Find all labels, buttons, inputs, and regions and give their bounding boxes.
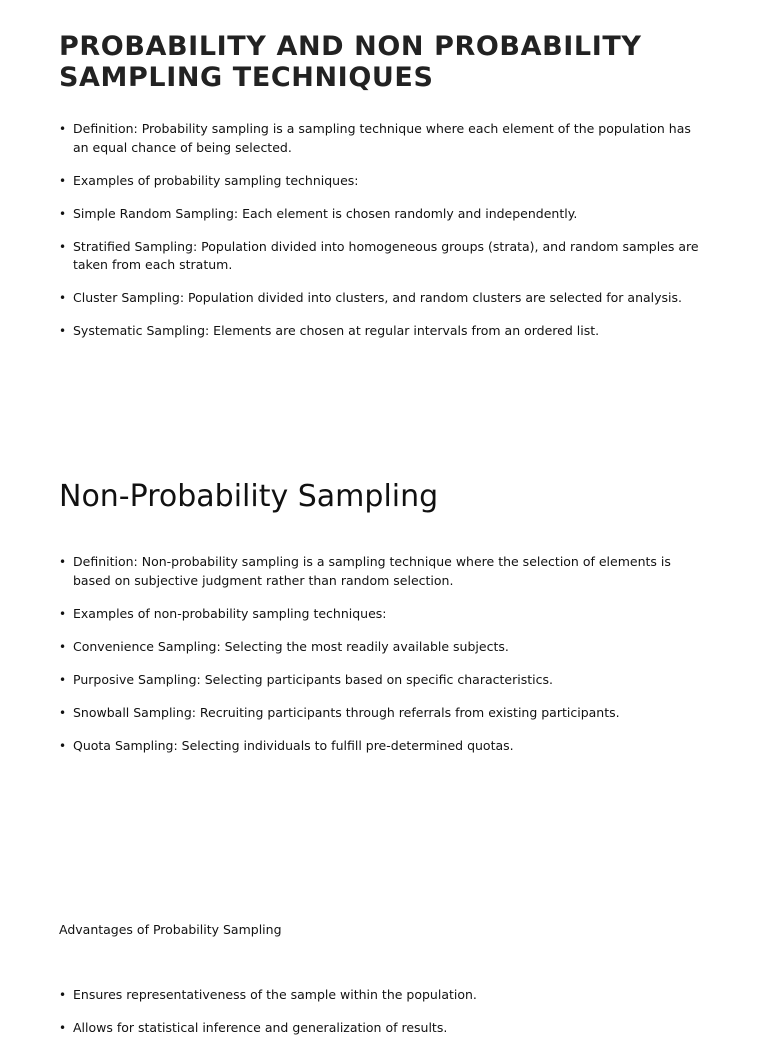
bullet-icon: • [59, 705, 67, 720]
bullet-icon: • [59, 639, 67, 654]
bullet-icon: • [59, 738, 67, 753]
list-item-text: Simple Random Sampling: Each element is chosen randomly and independently. [73, 205, 578, 221]
list-item-text: Snowball Sampling: Recruiting participants through referrals from existing participants. [73, 704, 620, 720]
list-item-text: Stratified Sampling: Population divided into homogeneous groups (strata), and random samples are taken from each stratum. [73, 238, 699, 272]
list-item [59, 737, 709, 756]
list-item-text: Examples of probability sampling techniques: [73, 172, 359, 188]
list-item [59, 605, 709, 624]
list-item [59, 205, 709, 224]
bullet-icon: • [59, 206, 67, 221]
list-item [59, 671, 709, 690]
list-item [59, 172, 709, 191]
list-item [59, 986, 709, 1005]
list-item-text: Systematic Sampling: Elements are chosen at regular intervals from an ordered list. [73, 323, 600, 338]
section-heading-advantages: Advantages of Probability Sampling [59, 922, 282, 937]
bullet-icon: • [59, 173, 67, 188]
list-item-text: Purposive Sampling: Selecting participants based on specific characteristics. [73, 671, 553, 687]
bullet-icon: • [59, 122, 67, 136]
list-item [59, 638, 709, 657]
bullet-icon: • [59, 672, 67, 687]
list-item-text: Definition: Non-probability sampling is a sampling technique where the selection of elements is based on subjective judgment rather than random selection. [73, 554, 671, 588]
list-item-text: Allows for statistical inference and generalization of results. [73, 1020, 448, 1035]
list-item [59, 553, 709, 590]
page-title: PROBABILITY AND NON PROBABILITY SAMPLING TECHNIQUES [59, 31, 642, 93]
bullet-icon: • [59, 1021, 67, 1035]
list-item-text: Ensures representativeness of the sample within the population. [73, 987, 477, 1002]
advantages-list [59, 986, 709, 1052]
list-item-text: Cluster Sampling: Population divided into clusters, and random clusters are selected for analysis. [73, 290, 682, 305]
list-item [59, 289, 709, 308]
bullet-icon: • [59, 606, 67, 621]
list-item [59, 704, 709, 723]
list-item [59, 238, 709, 275]
list-item-text: Definition: Probability sampling is a sampling technique where each element of the population has an equal chance of being selected. [73, 121, 691, 155]
bullet-icon: • [59, 239, 67, 254]
probability-sampling-list [59, 120, 709, 355]
non-probability-sampling-list [59, 553, 709, 770]
list-item-text: Convenience Sampling: Selecting the most readily available subjects. [73, 638, 509, 654]
list-item-text: Quota Sampling: Selecting individuals to fulfill pre-determined quotas. [73, 737, 514, 753]
list-item [59, 1019, 709, 1038]
list-item-text: Examples of non-probability sampling techniques: [73, 605, 387, 621]
bullet-icon: • [59, 555, 67, 569]
list-item [59, 322, 709, 341]
bullet-icon: • [59, 988, 67, 1002]
list-item [59, 120, 709, 157]
bullet-icon: • [59, 291, 67, 305]
section-heading-non-probability: Non-Probability Sampling [59, 479, 439, 514]
bullet-icon: • [59, 324, 67, 338]
